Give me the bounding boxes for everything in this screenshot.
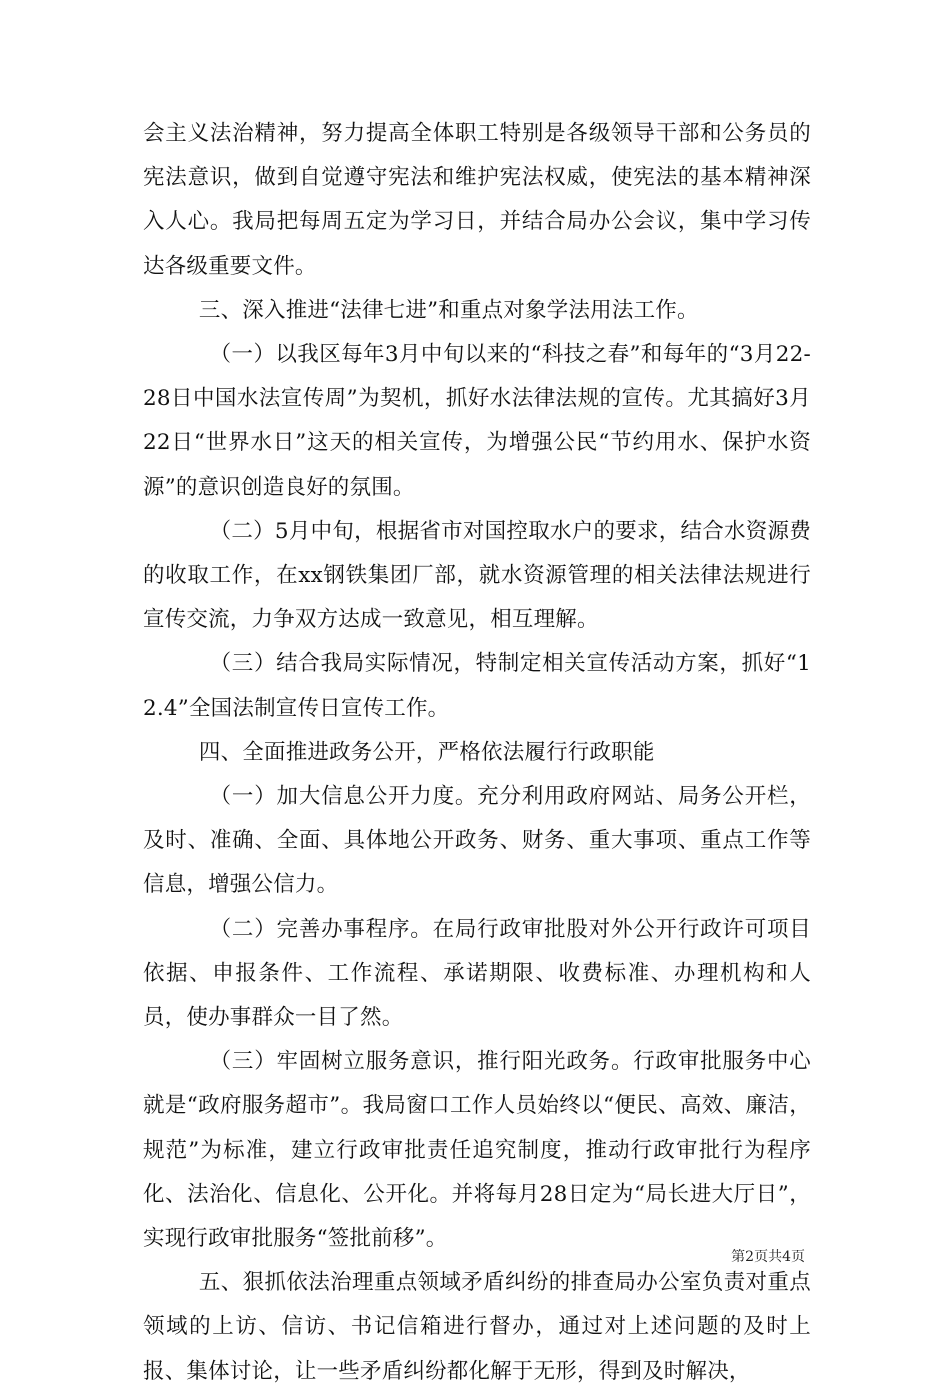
paragraph-3-2: （二）5月中旬，根据省市对国控取水户的要求，结合水资源费的收取工作，在xx钢铁集团厂部，就水资源管理的相关法律法规进行宣传交流，力争双方达成一致意见，相互理解。 — [143, 518, 811, 633]
paragraph-4-1: （一）加大信息公开力度。充分利用政府网站、局务公开栏，及时、准确、全面、具体地公开政务、财务、重大事项、重点工作等信息，增强公信力。 — [143, 784, 811, 898]
document-body — [143, 112, 811, 1394]
paragraph-3-3: （三）结合我局实际情况，特制定相关宣传活动方案，抓好“12.4”全国法制宣传日宣传工作。 — [143, 651, 811, 721]
section-heading-4: 四、全面推进政务公开，严格依法履行行政职能 — [198, 739, 655, 765]
paragraph-4-2: （二）完善办事程序。在局行政审批股对外公开行政许可项目依据、申报条件、工作流程、承诺期限、收费标准、办理机构和人员，使办事群众一目了然。 — [143, 916, 811, 1031]
section-heading-3: 三、深入推进“法律七进”和重点对象学法用法工作。 — [198, 297, 699, 323]
section-heading-5: 五、狠抓依法治理重点领域矛盾纠纷的排查局办公室负责对重点领域的上访、信访、书记信箱进行督办，通过对上述问题的及时上报、集体讨论，让一些矛盾纠纷都化解于无形，得到及时解决， — [143, 1270, 811, 1384]
paragraph-continuation: 会主义法治精神，努力提高全体职工特别是各级领导干部和公务员的宪法意识，做到自觉遵守宪法和维护宪法权威，使宪法的基本精神深入人心。我局把每周五定为学习日，并结合局办公会议，集中学习传达各级重要文件。 — [143, 121, 811, 279]
paragraph-4-3: （三）牢固树立服务意识，推行阳光政务。行政审批服务中心就是“政府服务超市”。我局窗口工作人员始终以“便民、高效、廉洁，规范”为标准，建立行政审批责任追究制度，推动行政审批行为程序化、法治化、信息化、公开化。并将每月28日定为“局长进大厅日”，实现行政审批服务“签批前移”。 — [143, 1049, 811, 1252]
page-number: 第2页共4页 — [731, 1249, 805, 1265]
paragraph-3-1: （一）以我区每年3月中旬以来的“科技之春”和每年的“3月22-28日中国水法宣传周”为契机，抓好水法律法规的宣传。尤其搞好3月22日“世界水日”这天的相关宣传，为增强公民“节约用水、保护水资源”的意识创造良好的氛围。 — [143, 342, 811, 500]
